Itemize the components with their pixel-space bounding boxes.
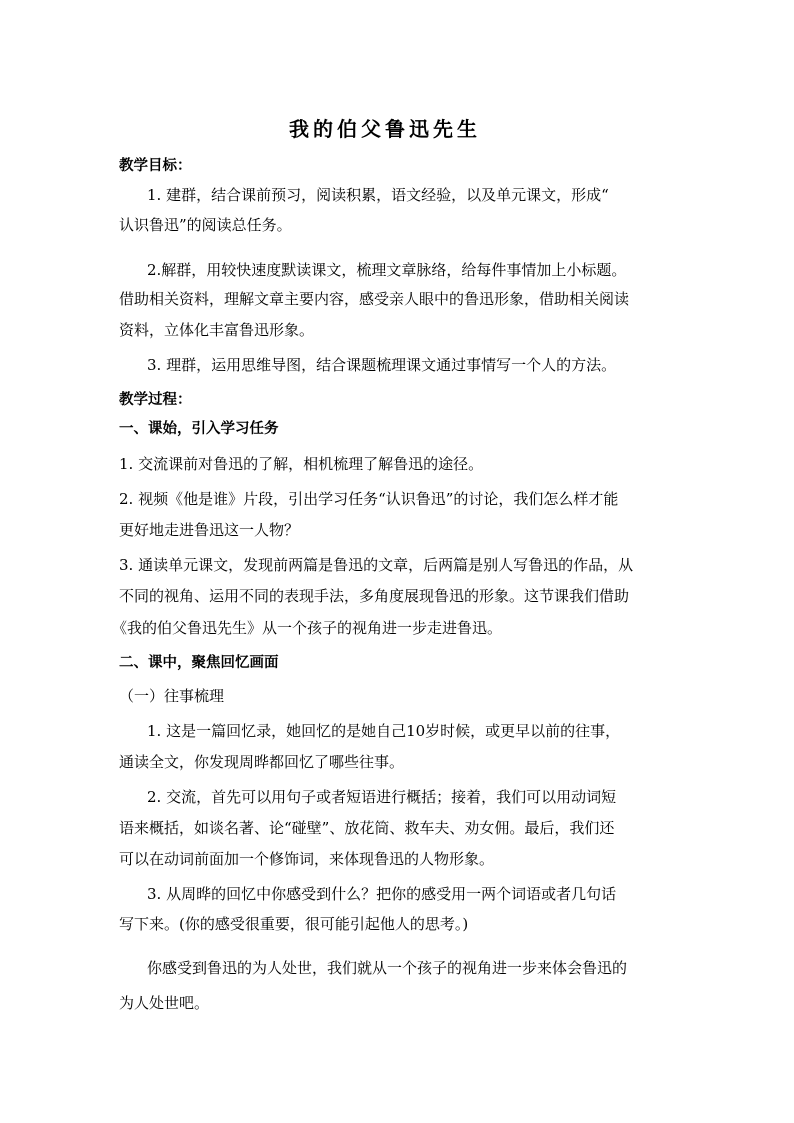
p2-line2: 更好地走进鲁迅这一人物？ bbox=[119, 521, 300, 539]
goal2-line3: 资料，立体化丰富鲁迅形象。 bbox=[119, 321, 315, 339]
q2-line3: 可以在动词前面加一个修饰词，来体现鲁迅的人物形象。 bbox=[119, 850, 495, 868]
goal3-line1: 3. 理群，运用思维导图，结合课题梳理课文通过事情写一个人的方法。 bbox=[147, 356, 617, 374]
part1-heading: 一、课始，引入学习任务 bbox=[119, 421, 279, 437]
goal2-line2: 借助相关资料，理解文章主要内容，感受亲人眼中的鲁迅形象，借助相关阅读 bbox=[119, 290, 630, 308]
goal2-line1: 2.解群，用较快速度默读课文，梳理文章脉络，给每件事情加上小标题。 bbox=[147, 261, 627, 279]
q2-line2: 语来概括，如谈名著、论“碰壁”、放花筒、救车夫、劝女佣。最后，我们还 bbox=[119, 819, 615, 837]
p3-line1: 3. 通读单元课文，发现前两篇是鲁迅的文章，后两篇是别人写鲁迅的作品，从 bbox=[119, 556, 634, 574]
part2-heading: 二、课中，聚焦回忆画面 bbox=[119, 655, 279, 671]
q1-line1: 1. 这是一篇回忆录，她回忆的是她自己10岁时候，或更早以前的往事， bbox=[147, 722, 621, 740]
goal1-line2: 认识鲁迅”的阅读总任务。 bbox=[119, 216, 292, 234]
page-title: 我的伯父鲁迅先生 bbox=[289, 117, 481, 141]
p3-line3: 《我的伯父鲁迅先生》从一个孩子的视角进一步走进鲁迅。 bbox=[112, 619, 503, 637]
q2-line1: 2. 交流，首先可以用句子或者短语进行概括；接着，我们可以用动词短 bbox=[147, 788, 617, 806]
process-heading: 教学过程： bbox=[119, 392, 192, 408]
q3-line2: 写下来。(你的感受很重要，很可能引起他人的思考。) bbox=[119, 915, 469, 933]
sub1-heading: （一）往事梳理 bbox=[119, 687, 225, 705]
closing-line1: 你感受到鲁迅的为人处世，我们就从一个孩子的视角进一步来体会鲁迅的 bbox=[147, 959, 628, 977]
q1-line2: 通读全文，你发现周晔都回忆了哪些往事。 bbox=[119, 753, 405, 771]
p3-line2: 不同的视角、运用不同的表现手法，多角度展现鲁迅的形象。这节课我们借助 bbox=[119, 587, 630, 605]
p2-line1: 2. 视频《他是谁》片段，引出学习任务“认识鲁迅”的讨论，我们怎么样才能 bbox=[119, 490, 619, 508]
p1-line1: 1. 交流课前对鲁迅的了解，相机梳理了解鲁迅的途径。 bbox=[119, 455, 484, 473]
goal1-line1: 1. 建群，结合课前预习，阅读积累，语文经验，以及单元课文，形成“ bbox=[147, 186, 609, 204]
q3-line1: 3. 从周晔的回忆中你感受到什么？把你的感受用一两个词语或者几句话 bbox=[147, 885, 617, 903]
goals-heading: 教学目标： bbox=[119, 158, 192, 174]
closing-line2: 为人处世吧。 bbox=[119, 994, 210, 1012]
